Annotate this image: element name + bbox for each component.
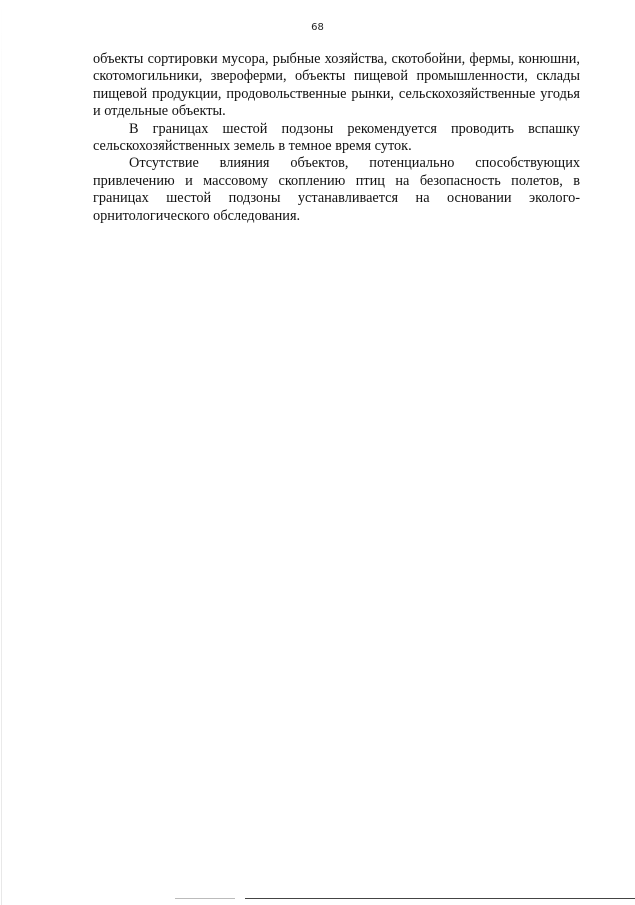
scan-line-bottom-left — [175, 898, 235, 899]
paragraph-plowing: В границах шестой подзоны рекомендуется проводить вспашку сельскохозяйственных земель в темное время суток. — [93, 120, 580, 155]
page-number: 68 — [311, 22, 324, 33]
paragraph-continuation: объекты сортировки мусора, рыбные хозяйства, скотобойни, фермы, конюшни, скотомогильники, звероферми, объекты пищевой промышленности, склады пищевой продукции, продовольственные рынки, сельскохозяйственные угодья и отдельные объекты. — [93, 51, 580, 120]
scan-line-bottom — [245, 898, 635, 899]
scan-edge — [1, 0, 2, 905]
paragraph-ornithological-survey: Отсутствие влияния объектов, потенциально способствующих привлечению и массовому скоплению птиц на безопасность полетов, в границах шестой подзоны устанавливается на основании эколого-орнитологического обследования. — [93, 155, 580, 224]
document-body — [93, 51, 580, 225]
